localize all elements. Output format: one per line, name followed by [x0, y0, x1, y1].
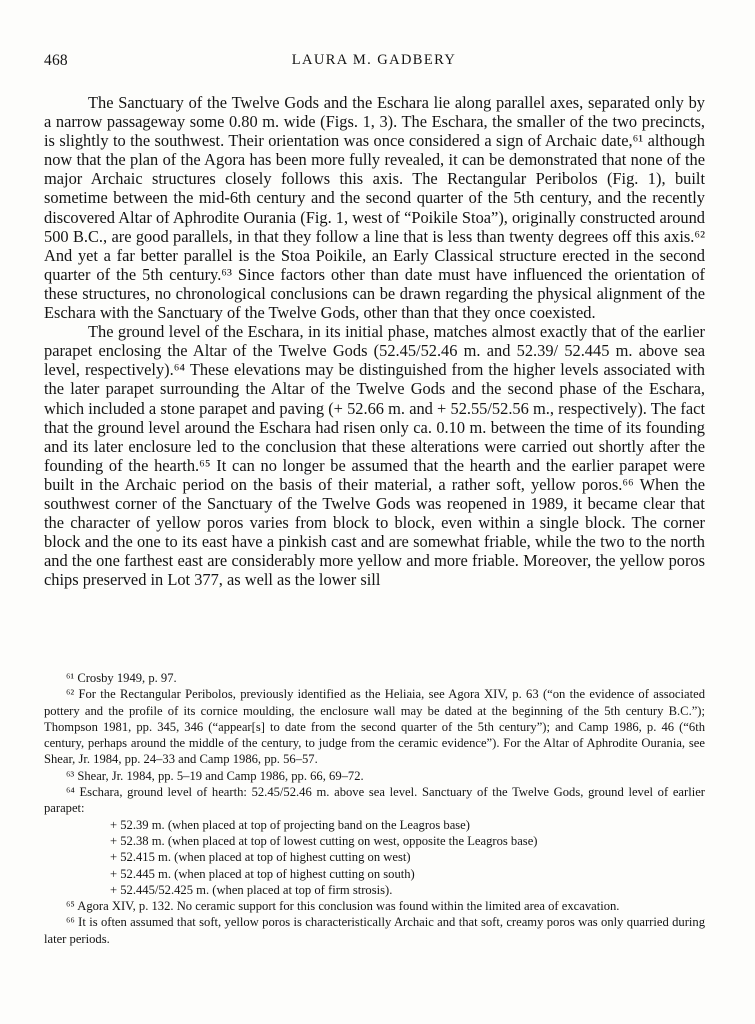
footnote-64: ⁶⁴ Eschara, ground level of hearth: 52.45/52.46 m. above sea level. Sanctuary of the Twelve Gods, ground level of earlier parapet:: [44, 785, 705, 816]
body-text: [44, 93, 705, 589]
footnote-64-item: + 52.445 m. (when placed at top of highest cutting on south): [110, 866, 415, 881]
page-number: 468: [44, 52, 68, 69]
footnote-63: ⁶³ Shear, Jr. 1984, pp. 5–19 and Camp 1986, pp. 66, 69–72.: [66, 768, 364, 783]
footnote-65: ⁶⁵ Agora XIV, p. 132. No ceramic support for this conclusion was found within the limited area of excavation.: [66, 899, 620, 914]
footnote-62: ⁶² For the Rectangular Peribolos, previously identified as the Heliaia, see Agora XIV, p. 63 (“on the evidence of associated pottery and the profile of its cornice moulding, the enclosure wall may be dated at the beginning of the 5th century B.C.”); Thompson 1981, pp. 345, 346 (“appear[s] to date from the second quarter of the 5th century”); and Camp 1986, p. 46 (“6th century, perhaps around the middle of the century, to judge from the ceramic evidence”). For the Altar of Aphrodite Ourania, see Shear, Jr. 1984, pp. 24–33 and Camp 1986, pp. 56–57.: [44, 687, 705, 767]
body-paragraph-2: The ground level of the Eschara, in its initial phase, matches almost exactly that of the earlier parapet enclosing the Altar of the Twelve Gods (52.45/52.46 m. and 52.39/ 52.445 m. above sea level, respectively).⁶⁴ These elevations may be distinguished from the higher levels associated with the later parapet surrounding the Altar of the Twelve Gods and the second phase of the Eschara, which included a stone parapet and paving (+ 52.66 m. and + 52.55/52.56 m., respectively). The fact that the ground level around the Eschara had risen only ca. 0.10 m. between the time of its founding and its later enclosure led to the conclusion that these alterations were carried out shortly after the founding of the hearth.⁶⁵ It can no longer be assumed that the hearth and the earlier parapet were built in the Archaic period on the basis of their material, a rather soft, yellow poros.⁶⁶ When the southwest corner of the Sanctuary of the Twelve Gods was reopened in 1989, it became clear that the character of yellow poros varies from block to block, even within a single block. The corner block and the one to its east have a pinkish cast and are somewhat friable, while the two to the north and the one farthest east are considerably more yellow and more friable. Moreover, the yellow poros chips preserved in Lot 377, as well as the lower sill: [44, 322, 705, 590]
footnote-64-item: + 52.415 m. (when placed at top of highest cutting on west): [110, 850, 411, 865]
footnote-61: ⁶¹ Crosby 1949, p. 97.: [66, 671, 177, 685]
page-header: [44, 52, 704, 74]
footnotes: [44, 670, 705, 947]
footnote-66: ⁶⁶ It is often assumed that soft, yellow poros is characteristically Archaic and that soft, creamy poros was only quarried during later periods.: [44, 915, 705, 946]
running-head-author: LAURA M. GADBERY: [291, 52, 457, 68]
footnote-64-item: + 52.445/52.425 m. (when placed at top of firm strosis).: [110, 882, 393, 897]
footnote-64-item: + 52.39 m. (when placed at top of projecting band on the Leagros base): [110, 817, 470, 832]
footnote-64-item: + 52.38 m. (when placed at top of lowest cutting on west, opposite the Leagros base): [110, 833, 538, 848]
body-paragraph-1: The Sanctuary of the Twelve Gods and the Eschara lie along parallel axes, separated only by a narrow passageway some 0.80 m. wide (Figs. 1, 3). The Eschara, the smaller of the two precincts, is slightly to the southwest. Their orientation was once considered a sign of Archaic date,⁶¹ although now that the plan of the Agora has been more fully revealed, it can be demonstrated that none of the major Archaic structures closely follows this axis. The Rectangular Peribolos (Fig. 1), built sometime between the mid-6th century and the second quarter of the 5th century, and the recently discovered Altar of Aphrodite Ourania (Fig. 1, west of “Poikile Stoa”), originally constructed around 500 B.C., are good parallels, in that they follow a line that is less than twenty degrees off this axis.⁶² And yet a far better parallel is the Stoa Poikile, an Early Classical structure erected in the second quarter of the 5th century.⁶³ Since factors other than date must have influenced the orientation of these structures, no chronological conclusions can be drawn regarding the physical alignment of the Eschara with the Sanctuary of the Twelve Gods, other than that they once coexisted.: [44, 93, 705, 323]
